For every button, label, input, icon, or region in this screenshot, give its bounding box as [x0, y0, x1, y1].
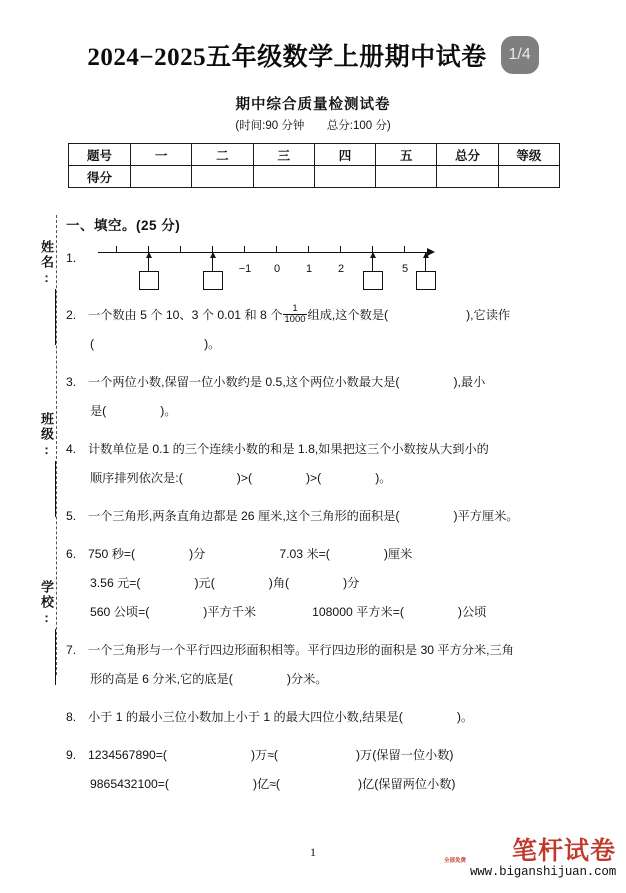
number-line-label: 1	[305, 263, 313, 275]
question-6-text-i: 560 公顷=(	[90, 605, 150, 619]
number-line-label: −1	[238, 263, 252, 275]
number-line-answer-box[interactable]	[416, 271, 436, 290]
question-4-line-2	[88, 464, 618, 493]
footer-page-number: 1	[310, 845, 316, 859]
question-9-text-f: )亿(保留两位小数)	[357, 777, 456, 791]
question-9-row-2	[88, 770, 618, 799]
question-6-row-2	[88, 569, 618, 598]
question-9-row-1	[88, 741, 618, 770]
score-header-cell: 三	[253, 144, 314, 166]
exam-time-label: (时间:90 分钟	[235, 120, 305, 132]
question-6-text-d: )厘米	[383, 547, 413, 561]
question-3-number: 3.	[66, 375, 77, 389]
number-line-tick	[276, 246, 277, 253]
field-class-rule	[55, 461, 56, 517]
number-line-pointer-arrow-icon	[370, 252, 376, 258]
question-8-number: 8.	[66, 710, 77, 724]
question-1-number: 1.	[66, 251, 77, 265]
number-line-answer-box[interactable]	[139, 271, 159, 290]
number-line-pointer-arrow-icon	[210, 252, 216, 258]
field-class-label: 班级:	[39, 412, 54, 459]
question-6-text-a: 750 秒=(	[88, 547, 136, 561]
table-row-headers	[69, 144, 560, 166]
question-7-number: 7.	[66, 643, 77, 657]
question-6	[66, 540, 618, 627]
question-5-number: 5.	[66, 509, 77, 523]
number-line-tick	[404, 246, 405, 253]
question-3-line-1	[88, 368, 618, 397]
fraction-denominator: 1000	[284, 314, 306, 326]
number-line-label: 0	[273, 263, 281, 275]
exam-score-label: 总分:100 分)	[326, 120, 391, 132]
question-3	[66, 368, 618, 426]
page-title: 2024−2025五年级数学上册期中试卷	[87, 44, 487, 71]
number-line-pointer-arrow-icon	[146, 252, 152, 258]
number-line-pointer-arrow-icon	[423, 252, 429, 258]
field-school-rule	[55, 629, 56, 685]
fraction-one-thousandth	[283, 304, 306, 325]
question-4-number: 4.	[66, 442, 77, 456]
question-8-line-1	[88, 703, 618, 732]
question-6-text-h: )分	[343, 576, 360, 590]
question-6-text-l: )公顷	[457, 605, 487, 619]
question-8-text-b: )。	[456, 710, 474, 724]
question-7-text-c: )分米。	[286, 672, 328, 686]
field-school-label: 学校:	[39, 580, 54, 627]
table-row-scores	[69, 166, 560, 188]
question-4-text-d: )>(	[306, 471, 322, 485]
question-5-text-a: 一个三角形,两条直角边都是 26 厘米,这个三角形的面积是(	[88, 509, 400, 523]
number-line-tick	[340, 246, 341, 253]
question-2-line-2	[88, 330, 618, 359]
question-7-text-a: 一个三角形与一个平行四边形面积相等。平行四边形的面积是 30 平方分米,三角	[88, 643, 514, 657]
score-header-cell: 等级	[498, 144, 559, 166]
question-6-row-3	[88, 598, 618, 627]
watermark	[436, 838, 616, 879]
question-2-text-b: 组成,这个数是(	[307, 308, 389, 322]
page-indicator-badge: 1/4	[501, 36, 539, 74]
number-line-tick	[180, 246, 181, 253]
question-6-text-b: )分	[189, 547, 206, 561]
questions-container	[66, 214, 618, 808]
question-5-line-1	[88, 502, 618, 531]
score-input-cell[interactable]	[253, 166, 314, 188]
question-7-text-b: 形的高是 6 分米,它的底是(	[90, 672, 233, 686]
question-3-text-c: 是(	[90, 404, 107, 418]
page-header	[0, 36, 626, 74]
question-2	[66, 301, 618, 359]
question-2-text-e: )。	[204, 337, 221, 351]
question-4-text-c: )>(	[236, 471, 252, 485]
question-9-number: 9.	[66, 748, 77, 762]
score-header-cell: 四	[314, 144, 375, 166]
question-2-text-a: 一个数由 5 个 10、3 个 0.01 和 8 个	[88, 308, 283, 322]
question-4-text-e: )。	[375, 471, 392, 485]
score-input-cell[interactable]	[131, 166, 192, 188]
watermark-url-text: www.biganshijuan.com	[469, 865, 616, 880]
question-3-text-b: ),最小	[453, 375, 486, 389]
question-3-text-a: 一个两位小数,保留一位小数约是 0.5,这个两位小数最大是(	[88, 375, 400, 389]
page-subtitle: 期中综合质量检测试卷	[235, 97, 391, 113]
question-6-text-c: 7.03 米=(	[279, 547, 330, 561]
question-6-text-k: 108000 平方米=(	[312, 605, 404, 619]
question-4-line-1	[88, 435, 618, 464]
score-header-cell: 五	[376, 144, 437, 166]
score-input-cell[interactable]	[376, 166, 437, 188]
question-9-text-e: )亿≈(	[252, 777, 280, 791]
question-7-line-2	[88, 665, 618, 694]
section-heading-fill-in-blank: 一、填空。(25 分)	[66, 218, 181, 233]
question-6-row-1	[88, 540, 618, 569]
fraction-numerator: 1	[292, 303, 298, 315]
number-line-answer-box[interactable]	[363, 271, 383, 290]
score-header-cell: 总分	[437, 144, 498, 166]
question-6-number: 6.	[66, 547, 77, 561]
question-6-text-e: 3.56 元=(	[90, 576, 141, 590]
question-1	[66, 244, 618, 292]
question-6-text-f: )元(	[194, 576, 215, 590]
question-5	[66, 502, 618, 531]
score-header-cell: 一	[131, 144, 192, 166]
question-9-text-d: 9865432100=(	[90, 777, 169, 791]
field-student-name	[18, 240, 56, 345]
question-9	[66, 741, 618, 799]
number-line-tick	[116, 246, 117, 253]
question-8	[66, 703, 618, 732]
score-row-label: 得分	[69, 166, 131, 188]
exam-meta	[0, 117, 626, 133]
score-input-cell[interactable]	[437, 166, 498, 188]
question-9-text-b: )万≈(	[250, 748, 278, 762]
question-7-line-1	[88, 636, 618, 665]
score-input-cell[interactable]	[192, 166, 253, 188]
question-3-line-2	[88, 397, 618, 426]
question-9-text-a: 1234567890=(	[88, 748, 167, 762]
number-line-diagram	[88, 244, 448, 292]
field-school	[18, 580, 56, 685]
score-header-cell: 二	[192, 144, 253, 166]
watermark-brand-text: 笔杆试卷	[511, 837, 616, 865]
question-2-number: 2.	[66, 308, 77, 322]
score-header-cell: 题号	[69, 144, 131, 166]
left-margin-strip	[0, 0, 66, 893]
question-8-text-a: 小于 1 的最小三位小数加上小于 1 的最大四位小数,结果是(	[88, 710, 403, 724]
question-2-text-d: (	[90, 337, 95, 351]
number-line-label: 5	[401, 263, 409, 275]
field-student-name-label: 姓名:	[39, 240, 54, 287]
number-line-label: 2	[337, 263, 345, 275]
question-6-text-g: )角(	[268, 576, 290, 590]
question-7	[66, 636, 618, 694]
field-class	[18, 412, 56, 517]
number-line-answer-box[interactable]	[203, 271, 223, 290]
question-6-text-j: )平方千米	[203, 605, 257, 619]
score-input-cell[interactable]	[498, 166, 559, 188]
question-4	[66, 435, 618, 493]
fold-dashed-line	[56, 215, 57, 675]
question-4-text-b: 顺序排列依次是:(	[90, 471, 183, 485]
score-table	[68, 143, 560, 188]
question-9-text-c: )万(保留一位小数)	[355, 748, 454, 762]
question-3-text-d: )。	[160, 404, 177, 418]
question-2-text-c: ),它读作	[466, 308, 511, 322]
number-line-tick	[244, 246, 245, 253]
watermark-free-badge: 全部免费	[444, 858, 467, 865]
question-5-text-b: )平方厘米。	[453, 509, 519, 523]
question-4-text-a: 计数单位是 0.1 的三个连续小数的和是 1.8,如果把这三个小数按从大到小的	[88, 442, 489, 456]
question-2-line-1	[88, 301, 618, 330]
field-student-name-rule	[55, 289, 56, 345]
score-input-cell[interactable]	[314, 166, 375, 188]
number-line-tick	[308, 246, 309, 253]
